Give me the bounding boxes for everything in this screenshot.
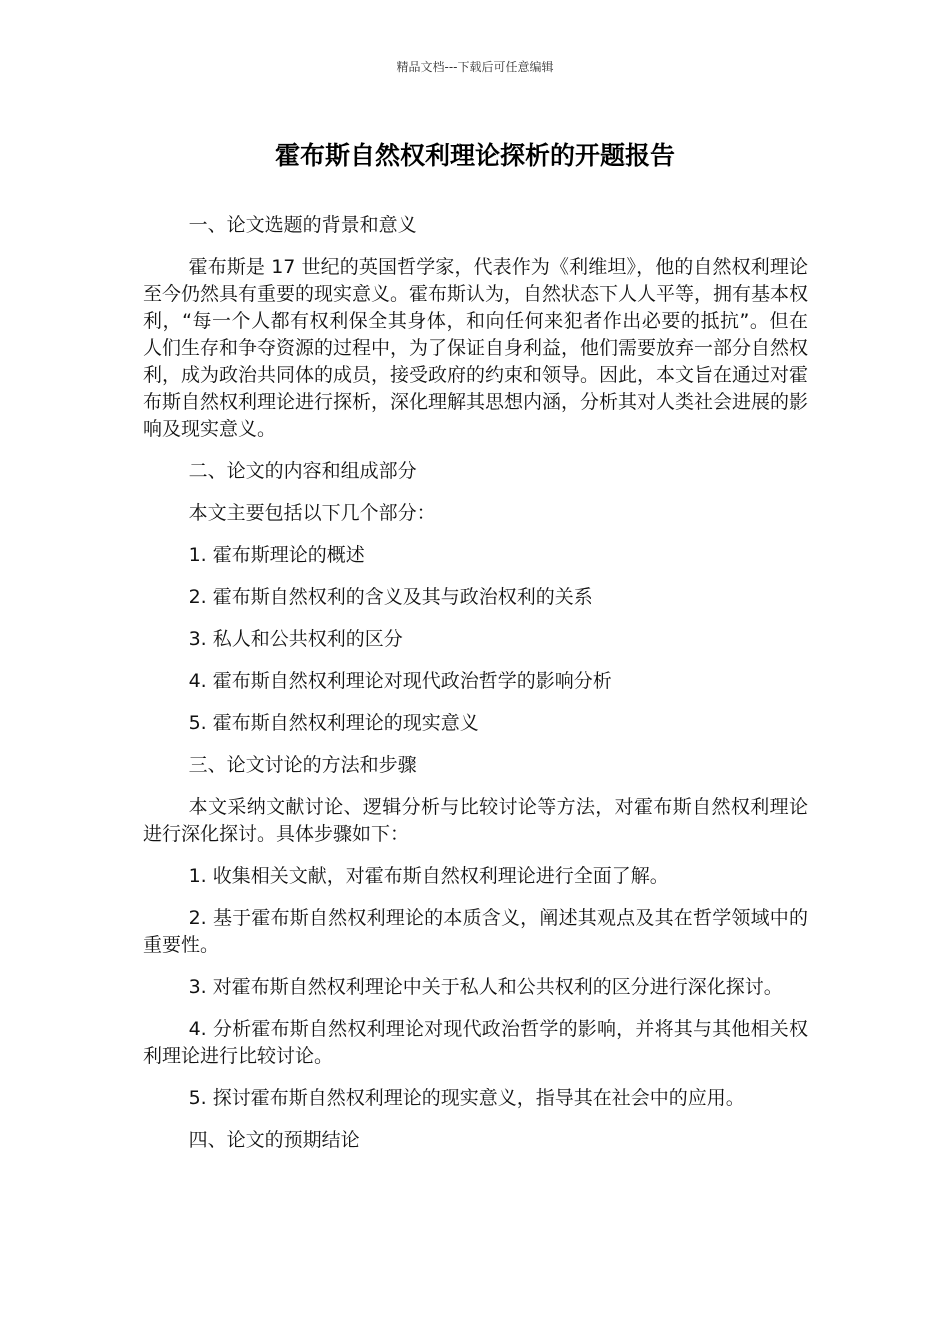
paragraph-methods: 本文采纳文献讨论、逻辑分析与比较讨论等方法，对霍布斯自然权利理论进行深化探讨。具体步骤如下： [143,796,808,845]
document-title: 霍布斯自然权利理论探析的开题报告 [274,141,675,170]
list-item: 1. 霍布斯理论的概述 [188,544,365,566]
list-item: 4. 霍布斯自然权利理论对现代政治哲学的影响分析 [188,670,612,692]
document-body [143,212,808,1169]
section-heading-2: 二、论文的内容和组成部分 [188,460,417,482]
step-item: 5. 探讨霍布斯自然权利理论的现实意义，指导其在社会中的应用。 [188,1087,745,1109]
step-item: 4. 分析霍布斯自然权利理论对现代政治哲学的影响，并将其与其他相关权利理论进行比较讨论。 [143,1018,808,1067]
page-header: 精品文档---下载后可任意编辑 [396,60,554,74]
step-item: 3. 对霍布斯自然权利理论中关于私人和公共权利的区分进行深化探讨。 [188,976,783,998]
list-item: 3. 私人和公共权利的区分 [188,628,403,650]
step-item: 2. 基于霍布斯自然权利理论的本质含义，阐述其观点及其在哲学领域中的重要性。 [143,907,808,956]
section-heading-4: 四、论文的预期结论 [188,1129,360,1151]
list-item: 2. 霍布斯自然权利的含义及其与政治权利的关系 [188,586,593,608]
section-heading-3: 三、论文讨论的方法和步骤 [188,754,417,776]
step-item: 1. 收集相关文献，对霍布斯自然权利理论进行全面了解。 [188,865,669,887]
list-item: 5. 霍布斯自然权利理论的现实意义 [188,712,479,734]
paragraph-intro: 本文主要包括以下几个部分： [188,502,436,524]
section-heading-1: 一、论文选题的背景和意义 [188,214,417,236]
paragraph-background: 霍布斯是 17 世纪的英国哲学家，代表作为《利维坦》，他的自然权利理论至今仍然具有重要的现实意义。霍布斯认为，自然状态下人人平等，拥有基本权利，“每一个人都有权利保全其身体，和向任何来犯者作出必要的抵抗”。但在人们生存和争夺资源的过程中，为了保证自身利益，他们需要放弃一部分自然权利，成为政治共同体的成员，接受政府的约束和领导。因此，本文旨在通过对霍布斯自然权利理论进行探析，深化理解其思想内涵，分析其对人类社会进展的影响及现实意义。 [143,256,809,440]
